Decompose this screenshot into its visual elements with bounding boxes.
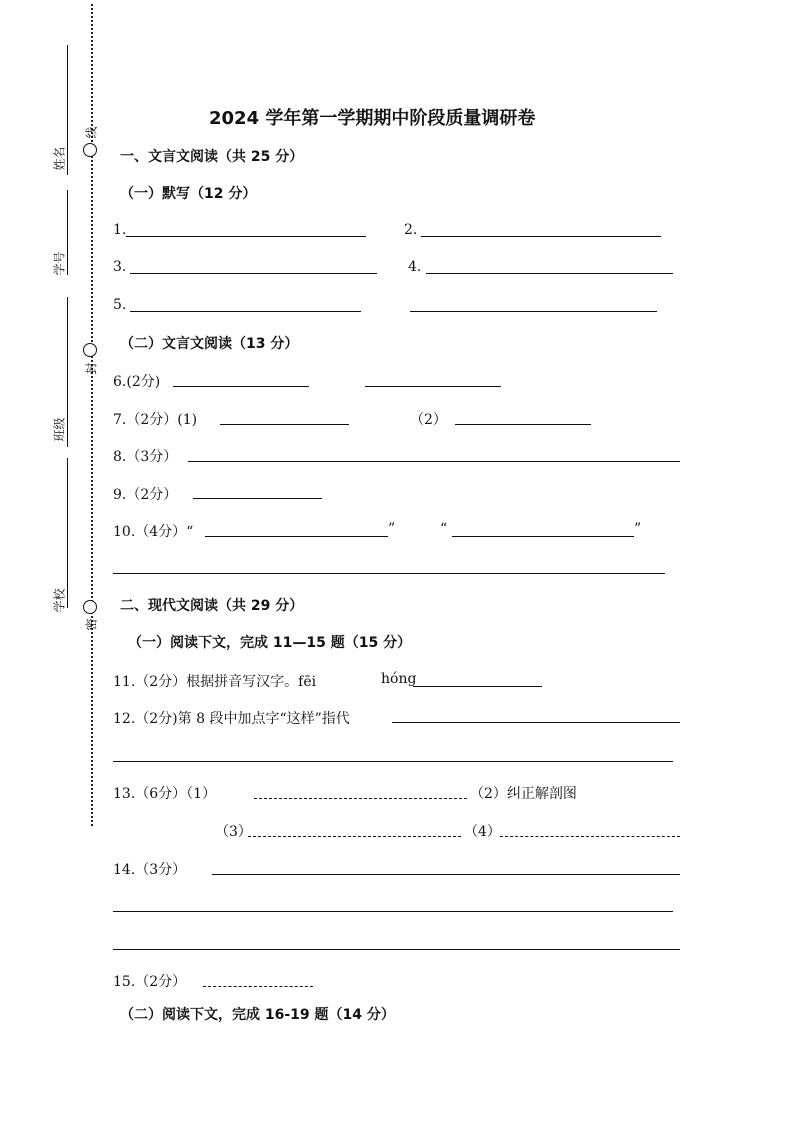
q15-blank[interactable] — [203, 986, 313, 987]
section2-part2-heading: （二）阅读下文，完成 16-19 题（14 分） — [120, 1007, 395, 1023]
q10-open-quote-2: “ — [440, 521, 448, 537]
section1-part1-heading: （一）默写（12 分） — [120, 186, 257, 202]
q7-blank-1[interactable] — [220, 424, 349, 425]
dictation-item-3-label: 3. — [113, 259, 127, 275]
seal-circle-xian — [83, 143, 97, 157]
q12-blank-2[interactable] — [113, 761, 673, 762]
q10-blank-1[interactable] — [205, 536, 388, 537]
section2-part1-heading: （一）阅读下文，完成 11—15 题（15 分） — [128, 635, 412, 651]
q8-label: 8.（3分） — [113, 449, 178, 465]
q6-label: 6.(2分) — [113, 374, 161, 390]
q15-label: 15.（2分） — [113, 974, 187, 990]
dictation-item-5-label: 5. — [113, 297, 127, 313]
seal-circle-feng — [83, 343, 97, 357]
seal-circle-mi — [83, 600, 97, 614]
q11-label: 11.（2分）根据拼音写汉字。fēi — [113, 674, 317, 690]
dictation-item-1-label: 1. — [113, 222, 127, 238]
q13-blank-1[interactable] — [254, 798, 467, 799]
q6-blank-1[interactable] — [173, 386, 309, 387]
name-field-label: 姓名 — [52, 146, 67, 171]
q7-blank-2[interactable] — [455, 424, 591, 425]
dictation-item-4-blank[interactable] — [426, 273, 673, 274]
q14-blank-2[interactable] — [113, 911, 673, 912]
q13-label: 13.（6分）（1） — [113, 786, 217, 802]
section1-part2-heading: （二）文言文阅读（13 分） — [120, 336, 299, 352]
q14-blank-3[interactable] — [113, 949, 680, 950]
school-field-label: 学校 — [52, 588, 67, 613]
dictation-item-4-label: 4. — [408, 259, 422, 275]
seal-mark-xian: 线 — [84, 126, 99, 139]
dictation-item-3-blank[interactable] — [130, 273, 377, 274]
page-title: 2024 学年第一学期期中阶段质量调研卷 — [209, 108, 536, 129]
q7-sub2-label: （2） — [410, 412, 447, 428]
q11-pinyin-2: hóng — [381, 671, 417, 687]
q13-sub3-label: （3） — [215, 824, 252, 840]
q6-blank-2[interactable] — [365, 386, 501, 387]
q13-blank-4[interactable] — [500, 836, 680, 837]
section2-heading: 二、现代文阅读（共 29 分） — [120, 598, 304, 614]
q9-label: 9.（2分） — [113, 487, 178, 503]
q13-sub2-label: （2）纠正解剖图 — [470, 786, 577, 802]
dictation-item-1-blank[interactable] — [126, 236, 366, 237]
q10-blank-2[interactable] — [452, 536, 634, 537]
dictation-item-2-label: 2. — [404, 222, 418, 238]
q10-close-quote-2: ” — [634, 521, 642, 537]
section1-heading: 一、文言文阅读（共 25 分） — [120, 149, 304, 165]
seal-mark-mi: 密 — [84, 618, 99, 631]
dictation-item-2-blank[interactable] — [421, 236, 661, 237]
student-id-field-label: 学号 — [52, 251, 67, 276]
q7-label: 7.（2分）(1) — [113, 412, 198, 428]
dictation-item-5-blank[interactable] — [130, 311, 361, 312]
school-field-line[interactable] — [67, 458, 68, 608]
dictation-item-6-blank[interactable] — [410, 311, 657, 312]
q14-label: 14.（3分） — [113, 862, 187, 878]
q10-close-quote-1: ” — [388, 521, 396, 537]
q14-blank-1[interactable] — [212, 874, 680, 875]
q11-blank[interactable] — [413, 686, 542, 687]
q10-label: 10.（4分）“ — [113, 524, 194, 540]
q8-blank[interactable] — [188, 461, 680, 462]
class-field-label: 班级 — [52, 417, 67, 442]
q12-label: 12.（2分)第 8 段中加点字“这样”指代 — [113, 711, 350, 727]
q9-blank[interactable] — [193, 498, 322, 499]
q13-blank-3[interactable] — [248, 836, 461, 837]
seal-mark-feng: 封 — [84, 362, 99, 375]
q12-blank-1[interactable] — [392, 722, 680, 723]
q10-blank-3[interactable] — [113, 573, 665, 574]
q13-sub4-label: （4） — [464, 824, 501, 840]
